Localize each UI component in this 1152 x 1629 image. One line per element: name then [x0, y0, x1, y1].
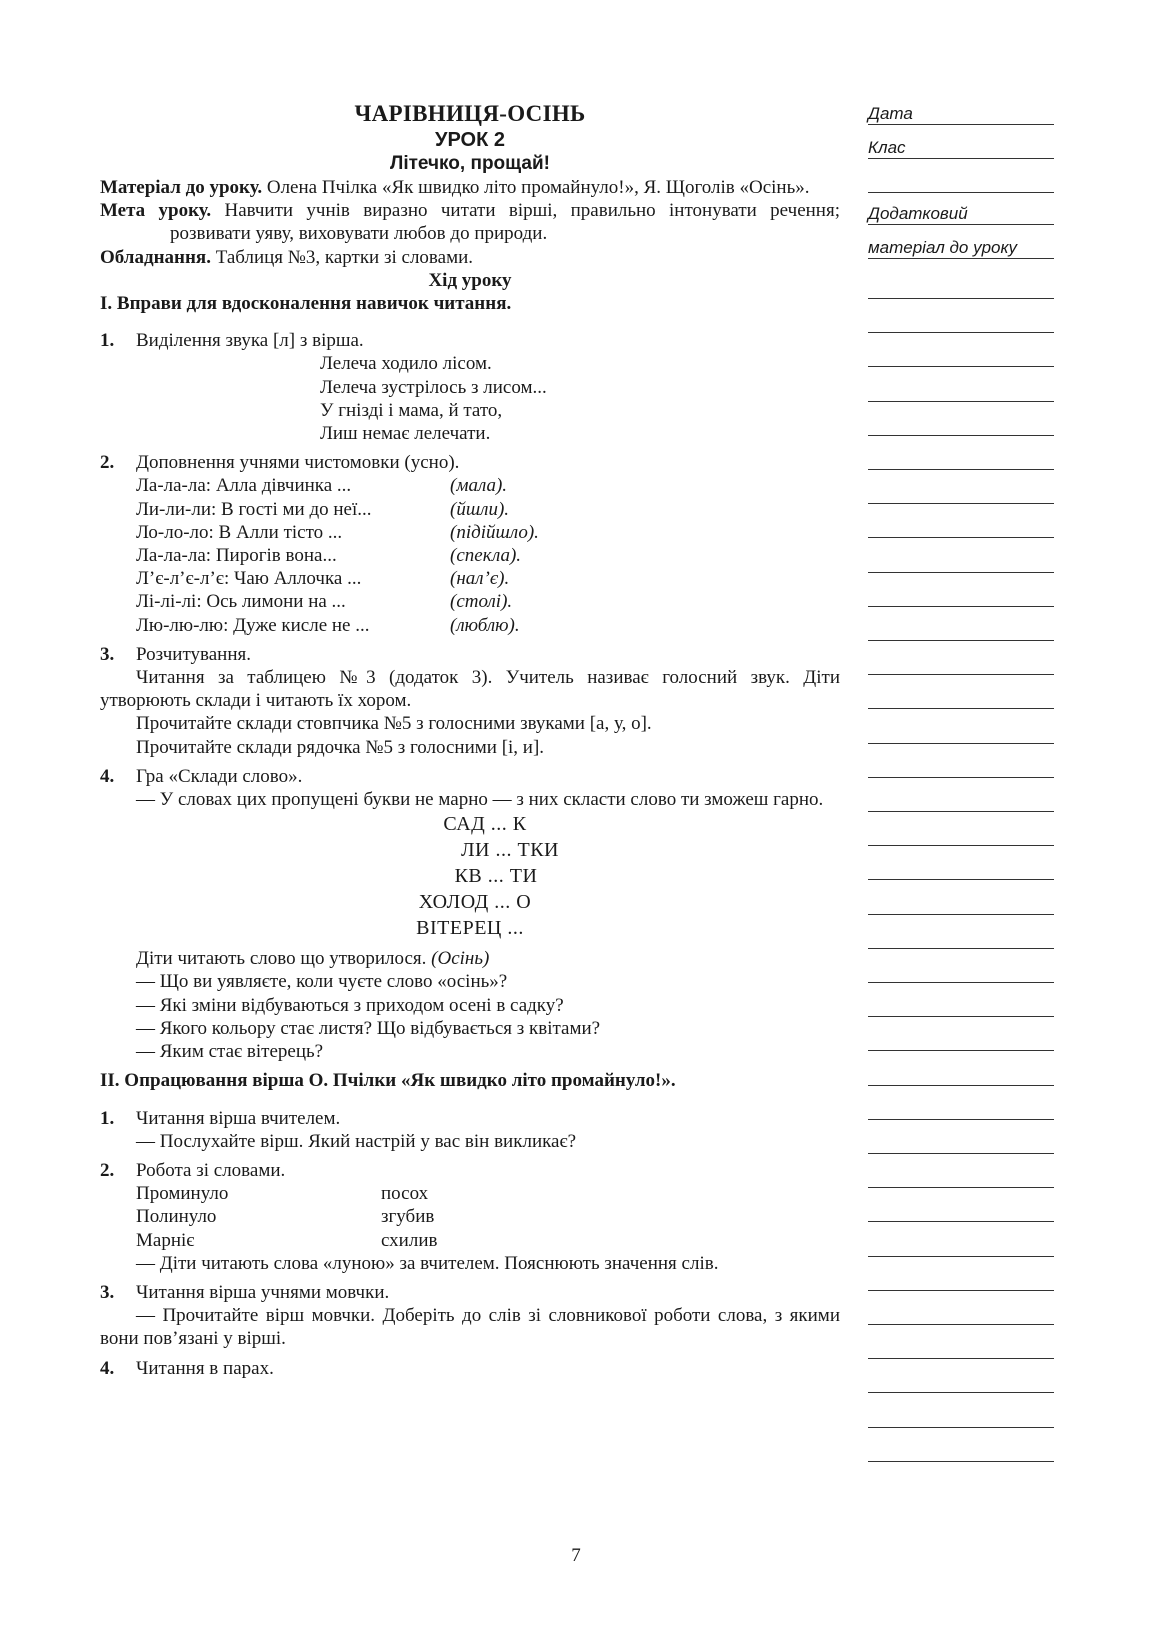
tongue-twister-list — [100, 474, 840, 636]
task-text: Читання вірша учнями мовчки. — [136, 1281, 390, 1303]
task-4 — [100, 1357, 840, 1380]
note-line — [868, 743, 1054, 744]
note-line — [868, 192, 1054, 193]
poem-line: Лиш немає лелечати. — [320, 423, 491, 445]
note-line — [868, 1085, 1054, 1086]
material-label: Матеріал до уроку. — [100, 177, 263, 198]
exercise-3 — [100, 643, 840, 666]
poem-line: Лелеча зустрілось з лисом... — [320, 376, 547, 398]
equipment-label: Обладнання. — [100, 246, 211, 268]
note-line — [868, 572, 1054, 573]
twister-line: Л’є-л’є-л’є: Чаю Аллочка ... — [136, 568, 362, 590]
exercise-number: 2. — [100, 452, 115, 474]
equipment-text: Таблиця №3, картки зі словами. — [210, 246, 474, 268]
vocab-word: схилив — [381, 1229, 438, 1251]
task-number: 2. — [100, 1159, 115, 1181]
question: — Що ви уявляєте, коли чуєте слово «осінь»? — [136, 971, 508, 993]
note-line — [868, 1119, 1054, 1120]
exercise-text: Розчитування. — [136, 643, 251, 665]
note-line — [868, 811, 1054, 812]
note-line — [868, 366, 1054, 367]
vocab-word: Полинуло — [136, 1206, 217, 1228]
note-line — [868, 1290, 1054, 1291]
note-line — [868, 1050, 1054, 1051]
note-line — [868, 674, 1054, 675]
task-1 — [100, 1107, 840, 1130]
note-line — [868, 1153, 1054, 1154]
note-line — [868, 1392, 1054, 1393]
note-line — [868, 1461, 1054, 1462]
note-line — [868, 879, 1054, 880]
note-line — [868, 258, 1054, 259]
puzzle-result-text: Діти читають слово що утворилося. — [136, 948, 432, 970]
twister-line: Лі-лі-лі: Ось лимони на ... — [136, 591, 346, 613]
puzzle-word: КВ ... ТИ — [454, 865, 538, 888]
exercise-text: Виділення звука [л] з вірша. — [136, 330, 364, 352]
note-line — [868, 1016, 1054, 1017]
lesson-goal — [100, 199, 840, 245]
twister-answer: (нал’є). — [450, 568, 510, 590]
note-line — [868, 606, 1054, 607]
vocabulary-list — [100, 1182, 840, 1252]
task-text: Робота зі словами. — [136, 1159, 286, 1181]
note-line — [868, 537, 1054, 538]
task-3 — [100, 1281, 840, 1304]
note-line — [868, 982, 1054, 983]
exercise-text: Гра «Склади слово». — [136, 765, 303, 787]
twister-line: Ла-ла-ла: Алла дівчинка ... — [136, 475, 352, 497]
poem — [100, 352, 840, 445]
exercise-number: 1. — [100, 330, 115, 352]
note-line — [868, 948, 1054, 949]
exercise-3-paragraph: Прочитайте склади стовпчика №5 з голосними звуками [а, у, о]. — [136, 713, 652, 735]
exercise-1 — [100, 329, 840, 352]
note-line — [868, 1187, 1054, 1188]
note-line — [868, 435, 1054, 436]
task-number: 4. — [100, 1357, 115, 1379]
exercise-3-paragraph: Прочитайте склади рядочка №5 з голосними [і, и]. — [136, 736, 545, 758]
note-line — [868, 708, 1054, 709]
twister-answer: (мала). — [450, 475, 508, 497]
main-column — [100, 100, 840, 1380]
vocab-word: згубив — [381, 1206, 435, 1228]
twister-answer: (люблю). — [450, 614, 520, 636]
goal-label: Мета уроку. — [100, 200, 212, 222]
puzzle-word: ЛИ ... ТКИ — [460, 839, 559, 862]
puzzle-answer: (Осінь) — [431, 948, 490, 970]
section-2-title: ІІ. Опрацювання вірша О. Пчілки «Як швидко літо промайнуло!». — [100, 1070, 676, 1092]
task-question: — Послухайте вірш. Який настрій у вас він викликає? — [136, 1130, 577, 1152]
task-paragraph: — Прочитайте вірш мовчки. Доберіть до слів зі словникової роботи слова, з якими вони пов’язані у вірші. — [100, 1305, 840, 1350]
note-line — [868, 1324, 1054, 1325]
question: — Які зміни відбуваються з приходом осені в садку? — [136, 994, 564, 1016]
class-label: Клас — [868, 138, 906, 157]
course-heading: Хід уроку — [428, 269, 512, 291]
question: — Яким стає вітерець? — [136, 1041, 324, 1063]
vocab-word: Марніє — [136, 1229, 195, 1251]
twister-answer: (спекла). — [450, 545, 522, 567]
puzzle-result — [100, 947, 840, 970]
material-text: Олена Пчілка «Як швидко літо промайнуло!», Я. Щоголів «Осінь». — [262, 177, 810, 198]
class-line — [868, 158, 1054, 159]
task-text: Читання вірша вчителем. — [136, 1107, 341, 1129]
twister-line: Ли-ли-ли: В гості ми до неї... — [136, 498, 372, 520]
lesson-equipment — [100, 246, 840, 269]
date-line — [868, 124, 1054, 125]
date-label: Дата — [868, 104, 913, 123]
puzzle-word: САД ... К — [443, 813, 527, 836]
note-line — [868, 777, 1054, 778]
lesson-material — [100, 176, 840, 199]
page-number: 7 — [571, 1545, 581, 1566]
extra-material-label-2: матеріал до уроку — [868, 238, 1018, 257]
page-title: ЧАРІВНИЦЯ-ОСІНЬ — [354, 101, 586, 126]
lesson-number: УРОК 2 — [435, 129, 505, 151]
task-number: 3. — [100, 1281, 115, 1303]
twister-line: Ло-ло-ло: В Алли тісто ... — [136, 521, 343, 543]
exercise-number: 3. — [100, 643, 115, 665]
note-line — [868, 469, 1054, 470]
note-line — [868, 401, 1054, 402]
note-line — [868, 1427, 1054, 1428]
twister-answer: (йшли). — [450, 498, 510, 520]
poem-line: У гнізді і мама, й тато, — [320, 399, 503, 421]
note-line — [868, 1221, 1054, 1222]
goal-text: Навчити учнів виразно читати вірші, правильно інтонувати речення; розвивати уяву, виховувати любов до природи. — [170, 200, 840, 245]
vocab-word: посох — [381, 1183, 429, 1205]
task-text: Читання в парах. — [136, 1357, 274, 1379]
task-note: — Діти читають слова «луною» за вчителем. Пояснюють значення слів. — [136, 1252, 719, 1274]
note-line — [868, 640, 1054, 641]
exercise-text: Доповнення учнями чистомовки (усно). — [136, 452, 460, 474]
note-line — [868, 298, 1054, 299]
note-line — [868, 332, 1054, 333]
lesson-subtitle: Літечко, прощай! — [390, 153, 550, 174]
note-line — [868, 1256, 1054, 1257]
puzzle-word: ВІТЕРЕЦ ... — [416, 917, 524, 940]
game-rule: — У словах цих пропущені букви не марно — з них скласти слово ти зможеш гарно. — [136, 789, 824, 811]
word-puzzle — [100, 811, 840, 941]
exercise-3-paragraph: Читання за таблицею №3 (додаток 3). Учитель називає голосний звук. Діти утворюють склади і читають їх хором. — [100, 667, 840, 712]
puzzle-word: ХОЛОД ... О — [418, 891, 532, 914]
exercise-4 — [100, 765, 840, 788]
poem-line: Лелеча ходило лісом. — [320, 353, 492, 375]
twister-answer: (столі). — [450, 591, 513, 613]
twister-line: Лю-лю-лю: Дуже кисле не ... — [136, 614, 370, 636]
task-2 — [100, 1159, 840, 1182]
task-number: 1. — [100, 1107, 115, 1129]
note-line — [868, 845, 1054, 846]
twister-line: Ла-ла-ла: Пирогів вона... — [136, 545, 337, 567]
note-line — [868, 224, 1054, 225]
twister-answer: (підійшло). — [450, 521, 539, 543]
question: — Якого кольору стає листя? Що відбувається з квітами? — [136, 1017, 601, 1039]
note-line — [868, 1358, 1054, 1359]
extra-material-label: Додатковий — [868, 204, 968, 223]
exercise-2 — [100, 451, 840, 474]
exercise-number: 4. — [100, 765, 115, 787]
note-line — [868, 503, 1054, 504]
section-1-title: І. Вправи для вдосконалення навичок читання. — [100, 293, 512, 315]
note-line — [868, 914, 1054, 915]
vocab-word: Проминуло — [136, 1183, 229, 1205]
